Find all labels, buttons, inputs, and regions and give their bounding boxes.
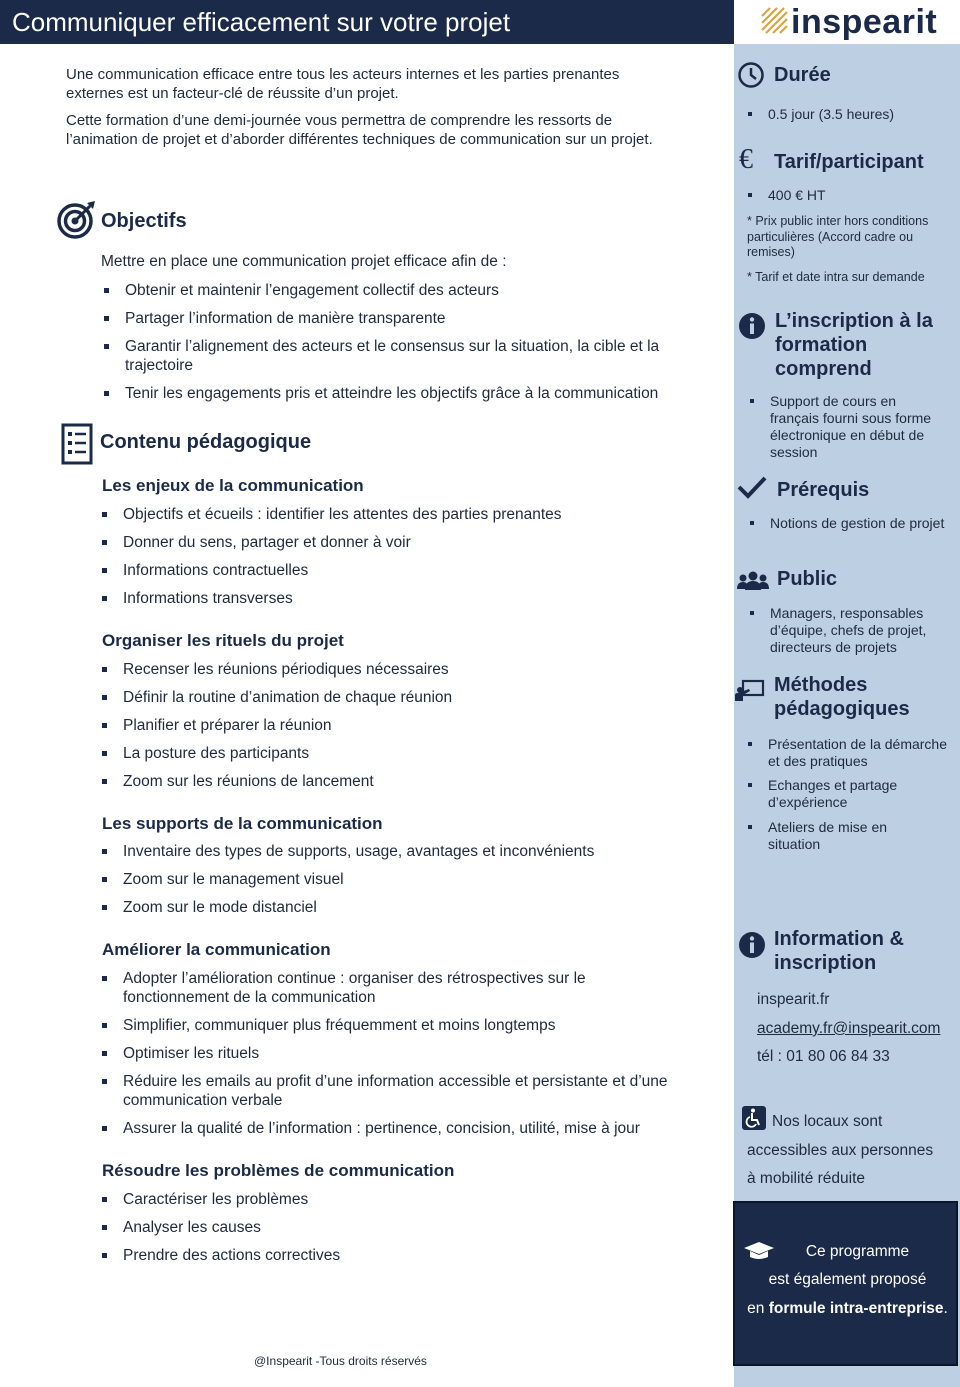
footer-copyright: @Inspearit -Tous droits réservés [254,1354,427,1368]
prerequis-title: Prérequis [777,479,870,501]
methodes-title: Méthodes pédagogiques [774,674,910,720]
callout-text: . [943,1300,948,1317]
clock-icon [737,61,765,89]
list-item: Analyser les causes [102,1218,692,1237]
list-item: Zoom sur les réunions de lancement [102,772,692,791]
list-item: Zoom sur le management visuel [102,870,692,889]
list-item: Réduire les emails au profit d’une information accessible et persistante et d’une communication verbale [102,1072,692,1110]
list-item: Optimiser les rituels [102,1044,692,1063]
list-item: Obtenir et maintenir l’engagement collectif des acteurs [104,281,694,300]
inspearit-logo [760,4,950,42]
intro-paragraph: Cette formation d’une demi-journée vous permettra de comprendre les ressorts de l’animation de projet et d’aborder différentes techniques de communication sur un projet. [66,112,653,148]
section-title: Résoudre les problèmes de communication [102,1161,455,1180]
list-item: Présentation de la démarche et des pratiques [746,736,951,770]
list-item: Objectifs et écueils : identifier les attentes des parties prenantes [102,505,692,524]
checkmark-icon [736,474,768,500]
list-item: La posture des participants [102,744,692,763]
info-icon [738,931,766,959]
list-item: Garantir l’alignement des acteurs et le consensus sur la situation, la cible et la trajectoire [104,337,694,375]
header-bar [0,0,734,44]
contenu-title: Contenu pédagogique [100,431,312,453]
list-item: Partager l’information de manière transparente [104,309,694,328]
accessibility-note [747,1108,952,1194]
list-item: Adopter l’amélioration continue : organiser des rétrospectives sur le fonctionnement de la communication [102,969,692,1007]
tarif-title: Tarif/participant [774,151,924,173]
checklist-icon [61,423,93,465]
list-item: Donner du sens, partager et donner à voir [102,533,692,552]
list-item: Définir la routine d’animation de chaque réunion [102,688,692,707]
tarif-note: * Prix public inter hors conditions particulières (Accord cadre ou remises) [747,214,929,259]
list-item: Inventaire des types de supports, usage, avantages et inconvénients [102,842,692,861]
section-title: Les enjeux de la communication [102,476,364,495]
list-item: Caractériser les problèmes [102,1190,692,1209]
people-icon [737,570,769,592]
list-item: Assurer la qualité de l’information : pertinence, concision, utilité, mise à jour [102,1119,692,1138]
list-item: Recenser les réunions périodiques nécessaires [102,660,692,679]
list-item: Tenir les engagements pris et atteindre les objectifs grâce à la communication [104,384,694,403]
email-link[interactable]: academy.fr@inspearit.com [757,1020,941,1037]
callout-line: Ce programme [805,1243,910,1260]
teacher-board-icon [735,679,765,701]
callout-line [735,1300,960,1318]
duree-title: Durée [774,64,831,86]
list-item: 0.5 jour (3.5 heures) [746,106,951,123]
list-item: Simplifier, communiquer plus fréquemment et moins longtemps [102,1016,692,1035]
public-title: Public [777,568,838,590]
info-icon [738,312,766,340]
logo-text: inspearit [791,3,938,41]
callout-text: en [747,1300,769,1317]
tarif-note: * Tarif et date intra sur demande [747,270,925,284]
callout-highlight: formule intra-entreprise [768,1300,944,1317]
objectifs-title: Objectifs [101,210,187,232]
list-item: Prendre des actions correctives [102,1246,692,1265]
list-item: Informations contractuelles [102,561,692,580]
inscription-title: L’inscription à la formation comprend [775,310,933,380]
list-item: Echanges et partage d’expérience [746,777,936,811]
list-item: Notions de gestion de projet [748,515,948,532]
website-link[interactable]: inspearit.fr [757,991,830,1008]
section-title: Améliorer la communication [102,940,331,959]
accessibility-line: accessibles aux personnes [747,1141,934,1159]
intro-paragraph: Une communication efficace entre tous les acteurs internes et les parties prenantes externes est un facteur-clé de réussite d’un projet. [66,66,620,102]
accessibility-line: Nos locaux sont [772,1113,883,1130]
section-title: Les supports de la communication [102,814,383,833]
section-title: Organiser les rituels du projet [102,631,344,650]
list-item: Support de cours en français fourni sous forme électronique en début de session [748,393,948,461]
euro-icon: € [739,144,753,175]
list-item: Planifier et préparer la réunion [102,716,692,735]
accessibility-line: à mobilité réduite [747,1170,866,1187]
list-item: 400 € HT [746,187,951,204]
list-item: Informations transverses [102,589,692,608]
intra-callout-box [733,1201,958,1366]
target-icon [57,199,97,239]
list-item: Managers, responsables d’équipe, chefs de projet, directeurs de projets [748,605,948,656]
info-title: Information & inscription [774,928,904,974]
list-item: Ateliers de mise en situation [746,819,936,853]
page-title: Communiquer efficacement sur votre projet [12,7,511,37]
list-item: Zoom sur le mode distanciel [102,898,692,917]
callout-line: est également proposé [768,1271,927,1288]
objectifs-lead: Mettre en place une communication projet efficace afin de : [101,253,507,270]
logo-mark-icon [760,6,788,38]
phone-number: tél : 01 80 06 84 33 [757,1048,890,1065]
